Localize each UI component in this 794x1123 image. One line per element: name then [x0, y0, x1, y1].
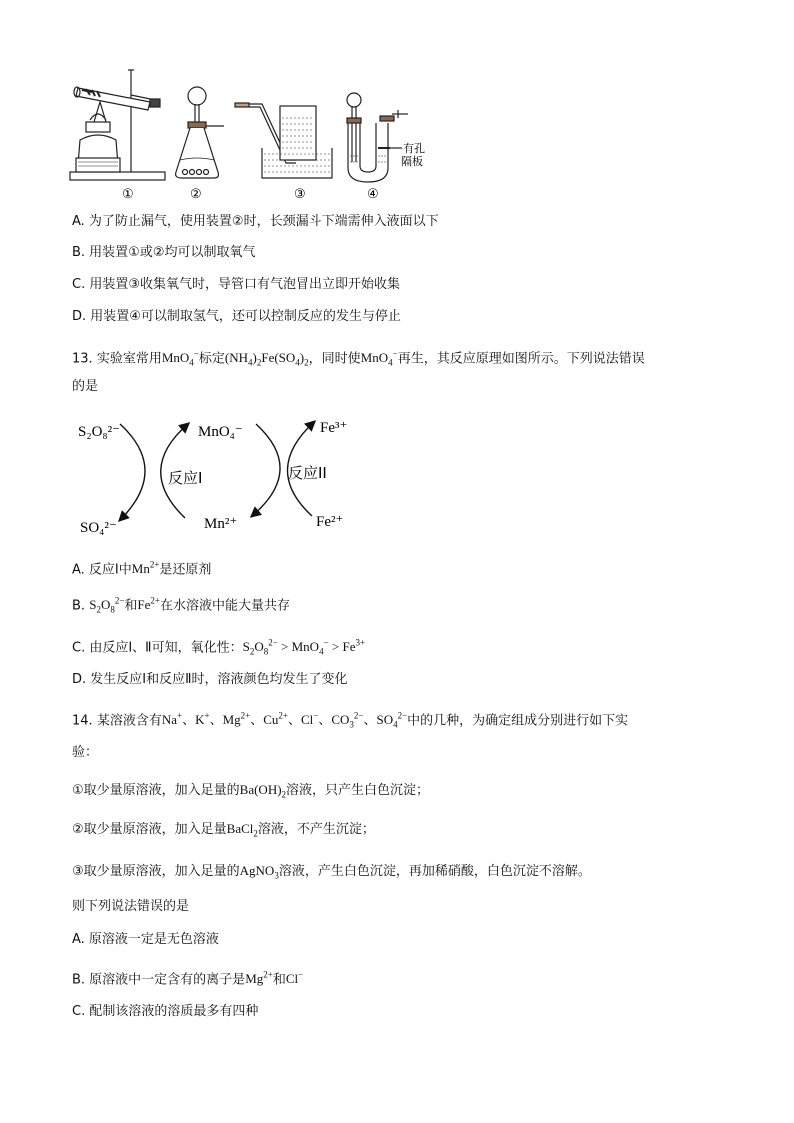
apparatus-2 [176, 87, 224, 178]
q14-then: 则下列说法错误的是 [72, 899, 190, 914]
q14-option-c: C. 配制该溶液的溶质最多有四种 [72, 1004, 259, 1019]
diagram-so4: SO₄²⁻ [80, 520, 117, 536]
apparatus-label-1: ① [122, 186, 134, 201]
diagram-fe3: Fe³⁺ [320, 420, 348, 436]
q12-option-c: C. 用装置③收集氧气时，导管口有气泡冒出立即开始收集 [72, 277, 400, 292]
apparatus-label-3: ③ [294, 186, 306, 201]
apparatus-figure [0, 0, 794, 210]
q14-number: 14. [72, 713, 93, 729]
diagram-fe2: Fe²⁺ [316, 514, 344, 530]
q13-option-b: B. $S_2O_8^{2-}$和$Fe^{2+}$在水溶液中能大量共存 [72, 596, 291, 615]
diagram-reaction2: 反应II [288, 464, 327, 482]
q14-stem: 14. 某溶液含有Na+、K+、$Mg^{2+}$、$Cu^{2+}$、Cl−、$CO_3^{2-}$、$SO_4^{2-}$中的几种，为确定组成分别进行如下实 [72, 711, 629, 730]
q12-option-b: B. 用装置①或②均可以制取氧气 [72, 245, 256, 260]
diagram-s2o8: S₂O₈²⁻ [78, 424, 121, 440]
q13-number: 13. [72, 351, 93, 367]
arc-mno4-to-mn2 [252, 424, 280, 516]
arc-s2o8-to-so4 [120, 424, 145, 520]
diagram-reaction1: 反应I [168, 469, 203, 487]
apparatus-1 [70, 70, 165, 180]
q14-option-b: B. 原溶液中一定含有的离子是$Mg^{2+}$和Cl− [72, 970, 304, 988]
q13-option-c: C. 由反应Ⅰ、Ⅱ可知，氧化性：$S_2O_8^{2-} > MnO_4^- > Fe^{3+}$ [72, 638, 366, 657]
q13-stem-line2: 的是 [72, 379, 99, 394]
q13-option-a: A. 反应Ⅰ中$Mn^{2+}$是还原剂 [72, 560, 212, 578]
q12-option-a: A. 为了防止漏气，使用装置②时，长颈漏斗下端需伸入液面以下 [72, 214, 439, 229]
q14-stem-line2: 验： [72, 745, 99, 760]
partition-label-2: 隔板 [401, 155, 423, 168]
apparatus-3 [235, 103, 332, 178]
q14-experiment-2: ②取少量原溶液，加入足量BaCl$_2$溶液，不产生沉淀； [72, 821, 375, 839]
q13-option-d: D. 发生反应Ⅰ和反应Ⅱ时，溶液颜色均发生了变化 [72, 672, 348, 687]
q13-reaction-diagram [0, 410, 794, 550]
partition-label-1: 有孔 [403, 142, 425, 155]
q13-stem: 13. 实验室常用MnO$_4$−标定$(NH_4)_2Fe(SO_4)_2$，同时使MnO$_4$−再生，其反应原理如图所示。下列说法错误 [72, 349, 645, 368]
apparatus-label-2: ② [190, 186, 202, 201]
diagram-mn2: Mn²⁺ [204, 516, 238, 532]
q12-option-d: D. 用装置④可以制取氢气，还可以控制反应的发生与停止 [72, 309, 401, 324]
apparatus-label-4: ④ [367, 186, 379, 201]
diagram-mno4: MnO₄⁻ [198, 424, 243, 440]
q14-experiment-1: ①取少量原溶液，加入足量的$Ba(OH)_2$溶液，只产生白色沉淀； [72, 782, 430, 800]
q14-option-a: A. 原溶液一定是无色溶液 [72, 932, 219, 947]
apparatus-4 [347, 93, 408, 182]
q14-experiment-3: ③取少量原溶液，加入足量的AgNO$_3$溶液，产生白色沉淀，再加稀硝酸，白色沉淀不溶解。 [72, 863, 591, 881]
